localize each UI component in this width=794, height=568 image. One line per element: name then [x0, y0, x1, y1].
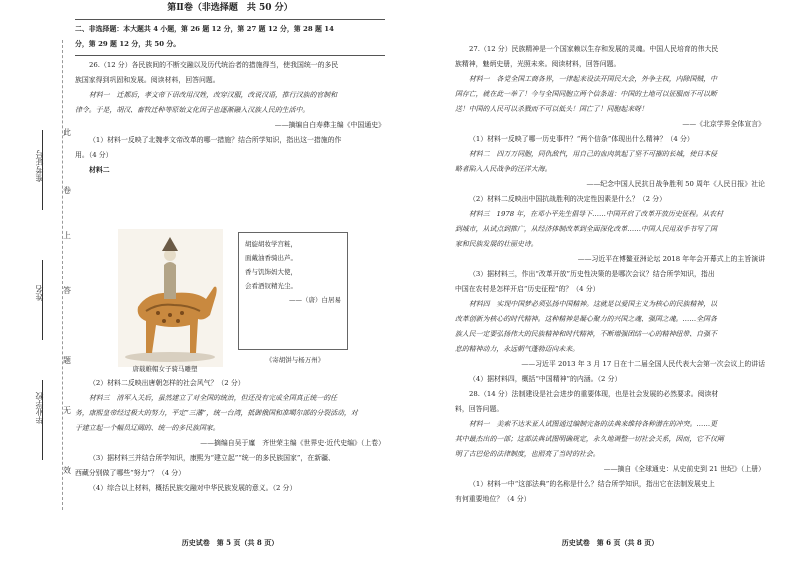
divider [75, 19, 385, 20]
page-6 [455, 8, 765, 568]
question-stem: 族国家得到巩固和发展。阅读材料，回答问题。 [75, 76, 220, 84]
seal-char: 上 [63, 231, 71, 240]
material-text: 材料一 各党全国工商各界，一律起来设法开国民大会，外争主权，内除国贼，中 [469, 75, 718, 83]
material-text: 务，康熙皇帝经过极大的努力，平定“三藩”，统一台湾，抵御俄国和准噶尔部的分裂活动，对 [75, 409, 358, 417]
material-text: 材料一 迁都后，孝文帝下诏改用汉姓，改穿汉服，改说汉语，推行汉族的官制和 [89, 91, 338, 99]
exam-no-label: 准考证号 [35, 150, 44, 182]
poem-author: ——（唐）白居易 [289, 296, 341, 304]
sub-question: （2）材料二反映出中国抗战胜利的决定性因素是什么？（2 分） [469, 195, 667, 203]
instructions: 分，第 29 题 12 分，共 50 分。 [75, 40, 181, 48]
sub-question: （1）材料一中“这部法典”的名称是什么？结合所学知识，指出它在法制发展史上 [469, 480, 715, 488]
poem-line: 面戴油香骑出芦。 [245, 254, 297, 262]
binding-margin [0, 0, 58, 560]
seal-char: 题 [63, 356, 71, 365]
poem-title: 《寄胡饼与杨万州》 [265, 356, 325, 364]
seal-char: 此 [63, 128, 71, 137]
seal-line [62, 40, 63, 510]
seal-char: 答 [63, 286, 71, 295]
question-stem: 28.（14 分）法制建设是社会进步的重要体现，也是社会发展的必然要求。阅读材 [469, 390, 719, 398]
school-label: 毕业学校 [35, 392, 44, 424]
material-source: ——摘编自吴于廑 齐世荣主编《世界史·近代史编》（上卷） [200, 439, 385, 447]
material-text: 材料三 清军入关后，虽然建立了对全国的统治，但还没有完成全国真正统一的任 [89, 394, 338, 402]
seal-char: 效 [63, 466, 71, 475]
material-text: 律令。于是，胡汉、畜牧迁种等原始文化因子也逐渐融入汉族人民的生活中。 [75, 106, 310, 114]
seal-char: 卷 [63, 186, 71, 195]
material-text: 家和民族发展的壮丽史诗。 [455, 240, 538, 248]
material-text: 材料二 四万万同胞，同仇敌忾，用自己的血肉筑起了坚不可摧的长城，使日本侵 [469, 150, 718, 158]
poem-line: 胡旋胡妆学宫粧， [245, 240, 297, 248]
material-text: 送！中国的人民可以杀戮而不可以低头！国亡了！同胞起来呀！ [455, 105, 648, 113]
material-text: 材料一 美索不达米亚人试图通过编制完备的法典来维持各种潜在的冲突。……更 [469, 420, 718, 428]
material-text: 改革创新为核心的时代精神。这种精神是凝心聚力的兴国之魂、强国之魂。……全国各 [455, 315, 717, 323]
material-source: ——习近平 2013 年 3 月 17 日在十二届全国人民代表大会第一次会议上的讲话 [521, 360, 765, 368]
poem-line: 香与饥饰妈大使， [245, 268, 297, 276]
sub-question: （4）据材料四，概括“中国精神”的内涵。（2 分） [469, 375, 622, 383]
material-source: ——摘编自白寿彝主编《中国通史》 [274, 121, 385, 129]
sub-question: （4）综合以上材料，概括民族交融对中华民族发展的意义。（2 分） [89, 484, 297, 492]
poem-box [238, 232, 348, 350]
material-source: ——纪念中国人民抗日战争胜利 50 周年《人民日报》社论 [586, 180, 765, 188]
material-label: 材料二 [89, 166, 110, 174]
sub-question: 中国在农村是怎样开启“历史征程”的？（4 分） [455, 285, 600, 293]
question-stem: 26.（12 分）各民族间的不断交融以及历代统治者的措施得当，使我国统一的多民 [89, 61, 339, 69]
sub-question: （3）据材料三并结合所学知识，康熙为“建立起”“统一的多民族国家”，在新疆、 [89, 454, 335, 462]
material-text: 其中最杰出的一部；这部法典试图明确规定，永久地调整一切社会关系，因而，它不仅阐 [455, 435, 724, 443]
sub-question: 有何重要地位？（4 分） [455, 495, 531, 503]
name-label: 姓名 [35, 285, 44, 301]
divider [75, 55, 385, 56]
material-text: 略者陷入人民战争的汪洋大海。 [455, 165, 552, 173]
material-text: 于建立起一个幅员辽阔的、统一的多民族国家。 [75, 424, 220, 432]
instructions: 二、非选择题：本大题共 4 小题，第 26 题 12 分，第 27 题 12 分，第 28 题 14 [75, 25, 334, 33]
sub-question: 用。（4 分） [75, 151, 113, 159]
material-text: 国存亡，就在此一举了！今与全国同胞立两个信条道：中国的土地可以征服而不可以断 [455, 90, 717, 98]
question-stem: 料，回答问题。 [455, 405, 504, 413]
section-title: 第Ⅱ卷（非选择题 共 50 分） [167, 3, 293, 13]
material-text: 材料三 1978 年，在邓小平先生倡导下……中国开启了改革开放历史征程。从农村 [469, 210, 724, 218]
sub-question: （1）材料一反映了哪一历史事件？“两个信条”体现出什么精神？（4 分） [469, 135, 694, 143]
material-text: 到城市，从试点到推广，从经济体制改革到全面深化改革……中国人民用双手书写了国 [455, 225, 717, 233]
question-stem: 族精神，魅炳史册，光照未来。阅读材料，回答问题。 [455, 60, 621, 68]
sub-question: （2）材料二反映出唐朝怎样的社会风气？（2 分） [89, 379, 245, 387]
sub-question: 西藏分别做了哪些“努力”？（4 分） [75, 469, 186, 477]
image-caption: 唐载帷帽女子骑马雕塑 [132, 365, 198, 373]
material-source: ——习近平在博鳌亚洲论坛 2018 年年会开幕式上的主旨演讲 [577, 255, 765, 263]
material-source: ——摘自《全球通史：从史前史到 21 世纪》（上册） [603, 465, 765, 473]
material-text: 明了古巴伦的法律制度，也照亮了当时的社会。 [455, 450, 600, 458]
seal-char: 无 [63, 406, 71, 415]
sub-question: （3）据材料三，作出“改革开放”历史性决策的是哪次会议？结合所学知识，指出 [469, 270, 715, 278]
page-footer: 历史试卷 第 5 页（共 8 页） [181, 538, 279, 547]
material-text: 材料四 实现中国梦必须弘扬中国精神。这就是以爱国主义为核心的民族精神，以 [469, 300, 718, 308]
material-text: 息的精神动力，永远朝气蓬勃迈向未来。 [455, 345, 580, 353]
material-text: 族人民一定要弘扬伟大的民族精神和时代精神，不断增强团结一心的精神纽带、自强不 [455, 330, 717, 338]
poem-line: 会看酒钗精光尘。 [245, 282, 297, 290]
page-5 [75, 0, 385, 560]
material-source: ——《北京学界全体宣言》 [682, 120, 765, 128]
page-footer: 历史试卷 第 6 页（共 8 页） [561, 538, 659, 547]
horse-rider-figurine-image [118, 229, 223, 367]
sub-question: （1）材料一反映了北魏孝文帝改革的哪一措施？结合所学知识，指出这一措施的作 [89, 136, 342, 144]
question-stem: 27.（12 分）民族精神是一个国家赖以生存和发展的灵魂。中国人民培育的伟大民 [469, 45, 719, 53]
